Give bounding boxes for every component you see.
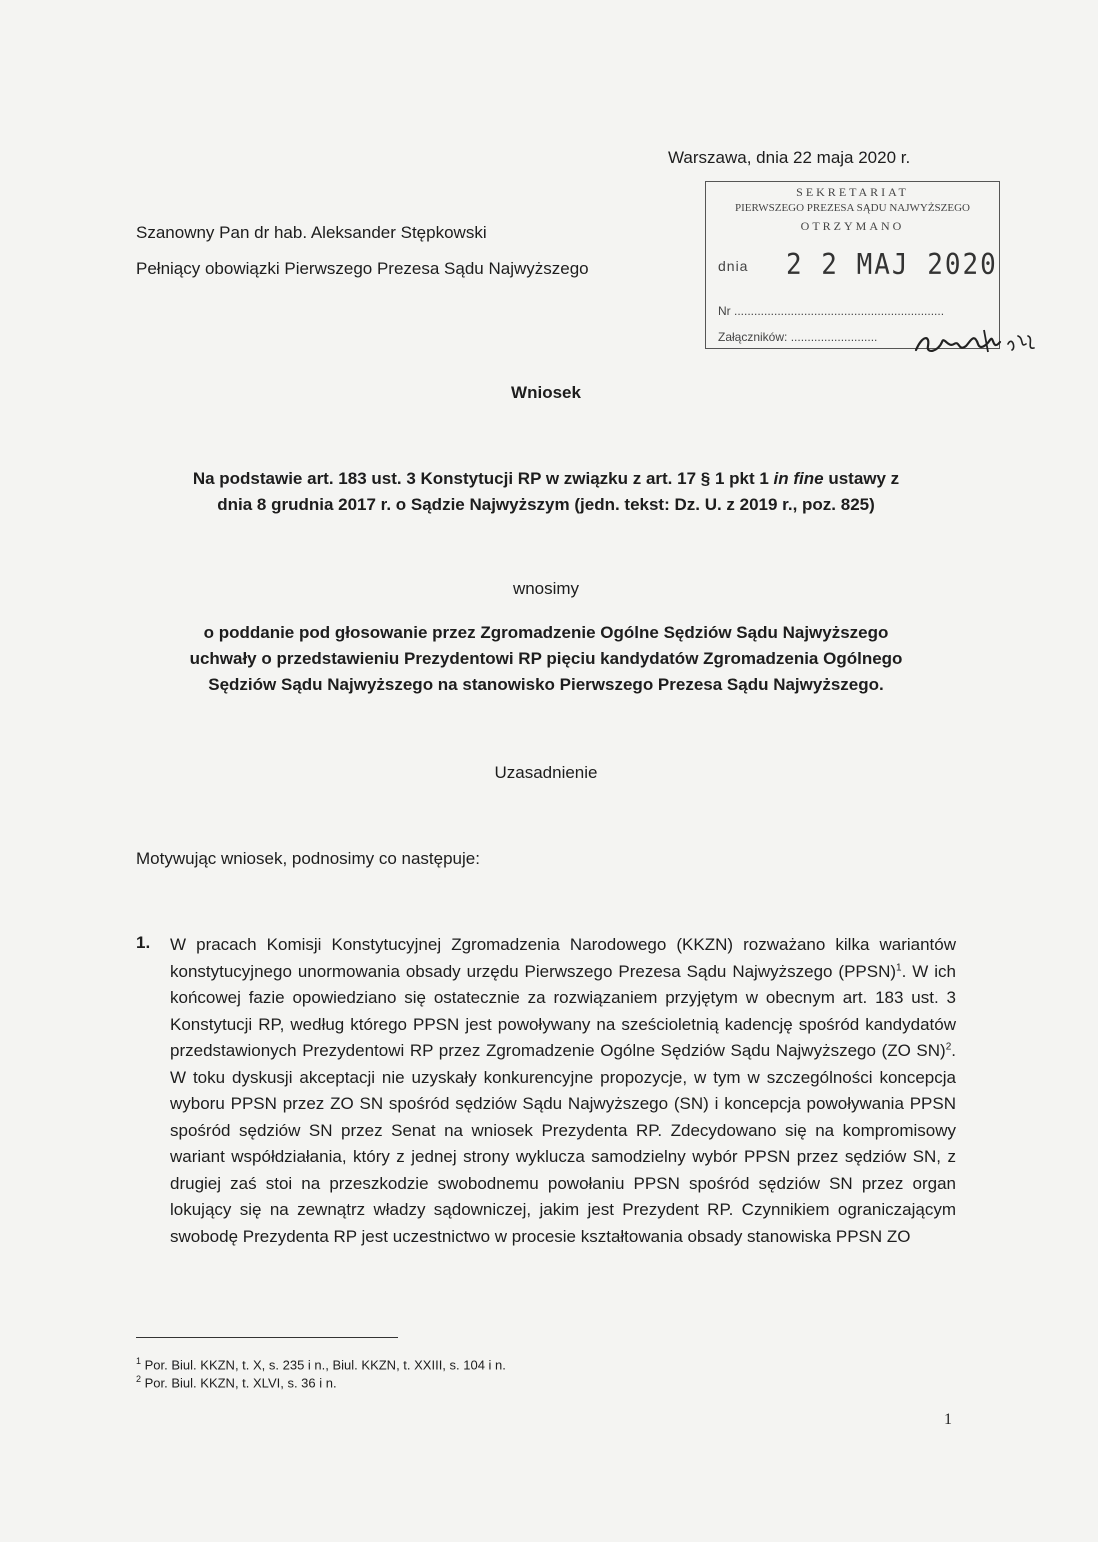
legal-basis-line2: dnia 8 grudnia 2017 r. o Sądzie Najwyższym (jedn. tekst: Dz. U. z 2019 r., poz. 825) — [217, 495, 875, 514]
document-date: Warszawa, dnia 22 maja 2020 r. — [668, 148, 911, 167]
paragraph-text-1: W pracach Komisji Konstytucyjnej Zgromadzenia Narodowego (KKZN) rozważano kilka wariantów konstytucyjnego unormowania obsady urzędu Pierwszego Prezesa Sądu Najwyższego (PPSN) — [170, 935, 956, 981]
paragraph-text-3: . W toku dyskusji akceptacji nie uzyskały konkurencyjne propozycje, w tym w szczególności koncepcja wyboru PPSN przez ZO SN spośród sędziów Sądu Najwyższego (SN) i koncepcja powoływania PPSN spośród sędziów SN przez Senat na wniosek Prezydenta RP. Zdecydowano się na kompromisowy wariant współdziałania, który z jednej strony wyklucza samodzielny wybór PPSN przez sędziów SN, z drugiej zaś stoi na przeszkodzie swobodnemu powołaniu PPSN spośród sędziów SN przez organ lokujący się na zewnątrz władzy sądowniczej, jakim jest Prezydent RP. Czynnikiem ograniczającym swobodę Prezydenta RP jest uczestnictwo w procesie kształtowania obsady stanowiska PPSN ZO — [170, 1041, 956, 1246]
stamp-date-label: dnia — [718, 258, 749, 274]
stamp-line-office: PIERWSZEGO PREZESA SĄDU NAJWYŻSZEGO — [735, 202, 970, 214]
justification-intro: Motywując wniosek, podnosimy co następuje: — [136, 849, 480, 868]
addressee-name: Szanowny Pan dr hab. Aleksander Stępkowski — [136, 223, 487, 242]
footnote-2 — [136, 1371, 337, 1391]
stamp-line-secretariat: SEKRETARIAT — [796, 185, 909, 199]
request-line1: o poddanie pod głosowanie przez Zgromadzenie Ogólne Sędziów Sądu Najwyższego — [203, 623, 889, 642]
legal-basis-text: Na podstawie art. 183 ust. 3 Konstytucji RP w związku z art. 17 § 1 pkt 1 — [192, 469, 774, 488]
point-number: 1. — [136, 933, 151, 952]
page-number: 1 — [944, 1411, 952, 1428]
legal-basis-italic: in fine — [773, 469, 824, 488]
justification-heading: Uzasadnienie — [494, 763, 598, 782]
stamp-line-received: OTRZYMANO — [800, 219, 905, 233]
footnote-separator — [136, 1337, 398, 1338]
point-paragraph — [170, 932, 956, 1250]
stamp-number-field: Nr ............................................................... — [718, 304, 945, 318]
legal-basis-line1 — [136, 466, 956, 492]
footnote-1-number: 1 — [136, 1356, 142, 1366]
legal-basis — [136, 466, 956, 518]
handwritten-signature — [908, 322, 1038, 362]
footnote-2-text: Por. Biul. KKZN, t. XLVI, s. 36 i n. — [144, 1375, 337, 1391]
document-title: Wniosek — [511, 383, 581, 402]
request-line2: uchwały o przedstawieniu Prezydentowi RP pięciu kandydatów Zgromadzenia Ogólnego — [189, 649, 903, 668]
legal-basis-text-end: ustawy z — [823, 469, 900, 488]
stamp-date-value: 2 2 MAJ 2020 — [786, 248, 998, 282]
addressee-title: Pełniący obowiązki Pierwszego Prezesa Sądu Najwyższego — [136, 259, 589, 278]
request-content — [136, 620, 956, 698]
footnote-2-number: 2 — [136, 1374, 142, 1384]
footnote-1-text: Por. Biul. KKZN, t. X, s. 235 i n., Biul. KKZN, t. XXIII, s. 104 i n. — [144, 1357, 506, 1373]
request-line3: Sędziów Sądu Najwyższego na stanowisko Pierwszego Prezesa Sądu Najwyższego. — [208, 675, 884, 694]
footnote-ref-1: 1 — [896, 961, 902, 973]
stamp-attachments-field: Załączników: .......................... — [718, 330, 878, 344]
request-verb: wnosimy — [512, 579, 580, 598]
paragraph-text-2: . W ich końcowej fazie opowiedziano się ostatecznie za rozwiązaniem przyjętym w obecnym art. 183 ust. 3 Konstytucji RP, według którego PPSN jest powoływany na sześcioletnią kadencję spośród kandydatów przedstawionych Prezydentowi RP przez Zgromadzenie Ogólne Sędziów Sądu Najwyższego (ZO SN) — [170, 961, 957, 1060]
footnote-ref-2: 2 — [945, 1041, 952, 1053]
